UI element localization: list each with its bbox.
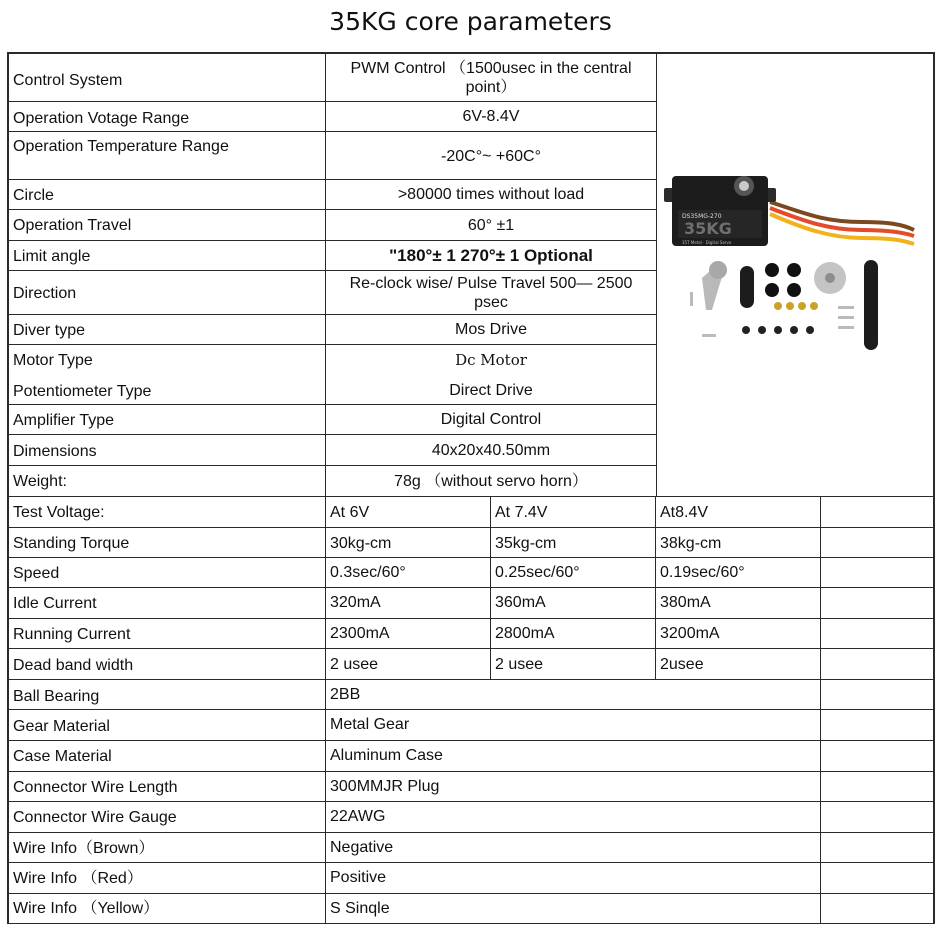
spec-value: 22AWG [330,808,386,825]
spec-label: Motor Type [13,351,93,369]
spec-label: Diver type [13,321,86,339]
spec-value: Negative [330,839,394,856]
plastic-horn [740,266,754,308]
voltage-value: 38kg-cm [660,535,722,552]
servo-sub-label: 35T Metal · Digital Servo [682,240,732,245]
spec-value: 40x20x40.50mm [431,441,551,459]
voltage-value: 320mA [330,594,381,611]
silver-screw [838,306,854,309]
voltage-value: 3200mA [660,625,720,642]
rubber-grommet [765,283,779,297]
voltage-value: 2800mA [495,625,555,642]
voltage-value: At 6V [330,504,370,521]
voltage-value: 2300mA [330,625,390,642]
spec-value: Re-clock wise/ Pulse Travel 500— 2500 psec [349,274,633,311]
spec-label: Amplifier Type [13,411,115,429]
silver-screw [838,326,854,329]
spec-value: 78g （without servo horn） [394,472,588,490]
brass-eyelet [798,302,806,310]
rubber-grommet [787,263,801,277]
spec-label: Weight: [13,472,67,490]
brass-eyelet [810,302,818,310]
screw [742,326,750,334]
voltage-value: 0.3sec/60° [330,564,406,581]
aluminum-disc-hub [825,273,835,283]
voltage-value: 2 usee [330,656,379,673]
servo-output-shaft [739,181,749,191]
screw [790,326,798,334]
voltage-value: 360mA [495,594,546,611]
voltage-label: Idle Current [13,595,97,612]
spec-label: Connector Wire Length [13,779,178,796]
voltage-label: Running Current [13,626,131,643]
voltage-label: Speed [13,565,60,582]
spec-value: -20C°~ +60C° [441,147,541,165]
table-rule [7,52,9,924]
voltage-value: 2 usee [495,656,544,673]
silver-screw [690,292,693,306]
voltage-value: At8.4V [660,504,709,521]
table-rule [7,771,934,772]
voltage-value: 30kg-cm [330,535,392,552]
spec-label: Wire Info （Yellow） [13,900,160,917]
brass-eyelet [786,302,794,310]
table-rule [7,832,934,833]
servo-model-label: DS35MG-270 [682,213,722,220]
table-rule [820,496,821,924]
table-rule [656,52,657,497]
spec-label: Operation Travel [13,216,132,234]
spec-value: 60° ±1 [467,216,515,234]
spec-label: Wire Info （Red） [13,870,143,887]
spec-value: Positive [330,869,387,886]
spec-value: Direct Drive [449,381,533,399]
spec-label: Operation Votage Range [13,109,190,127]
spec-value: Aluminum Case [330,747,443,764]
servo-product-image [662,160,918,356]
voltage-value: 35kg-cm [495,535,557,552]
spec-label: Circle [13,186,54,204]
spec-label: Connector Wire Gauge [13,809,177,826]
brass-eyelet [774,302,782,310]
screw [806,326,814,334]
spec-value: S Sinqle [330,900,390,917]
voltage-value: 0.25sec/60° [495,564,580,581]
voltage-value: At 7.4V [495,504,548,521]
spec-label: Potentiometer Type [13,382,152,400]
spec-label: Case Material [13,748,112,765]
spec-value: >80000 times without load [397,186,585,203]
spec-value: 2BB [330,686,361,703]
spec-label: Gear Material [13,718,110,735]
spec-label: Wire Info（Brown） [13,840,155,857]
voltage-value: 380mA [660,594,711,611]
spec-value: 6V-8.4V [462,108,520,125]
table-rule [7,618,934,619]
spec-value: Digital Control [440,411,542,428]
voltage-value: 0.19sec/60° [660,564,745,581]
table-rule [933,52,935,924]
table-rule [7,496,934,497]
voltage-label: Dead band width [13,657,134,674]
spec-value: Metal Gear [330,716,410,733]
spec-value: Mos Drive [454,321,527,338]
spec-label: Direction [13,284,77,302]
rubber-grommet [787,283,801,297]
cross-horn [864,260,878,350]
silver-screw [702,334,716,337]
spec-label: Dimensions [13,442,97,460]
spec-label: Ball Bearing [13,688,100,705]
spec-label: Limit angle [13,247,91,265]
spec-label: Control System [13,71,123,89]
spec-value: 300MMJR Plug [330,778,440,795]
spec-value: "180°± 1 270°± 1 Optional [389,246,593,265]
screw [758,326,766,334]
spec-value: Dc Motor [455,350,527,369]
voltage-value: 2usee [660,656,704,673]
servo-big-label: 35KG [684,219,732,238]
silver-screw [838,316,854,319]
table-rule [7,527,934,528]
rubber-grommet [765,263,779,277]
screw [774,326,782,334]
spec-value: PWM Control （1500usec in the central point） [350,59,632,96]
table-rule [7,344,656,345]
voltage-label: Test Voltage: [13,504,105,521]
voltage-label: Standing Torque [13,535,130,552]
page-title: 35KG core parameters [329,7,612,36]
table-rule [7,923,934,924]
spec-label: Operation Temperature Range [13,137,229,155]
metal-arm-hub [709,261,727,279]
